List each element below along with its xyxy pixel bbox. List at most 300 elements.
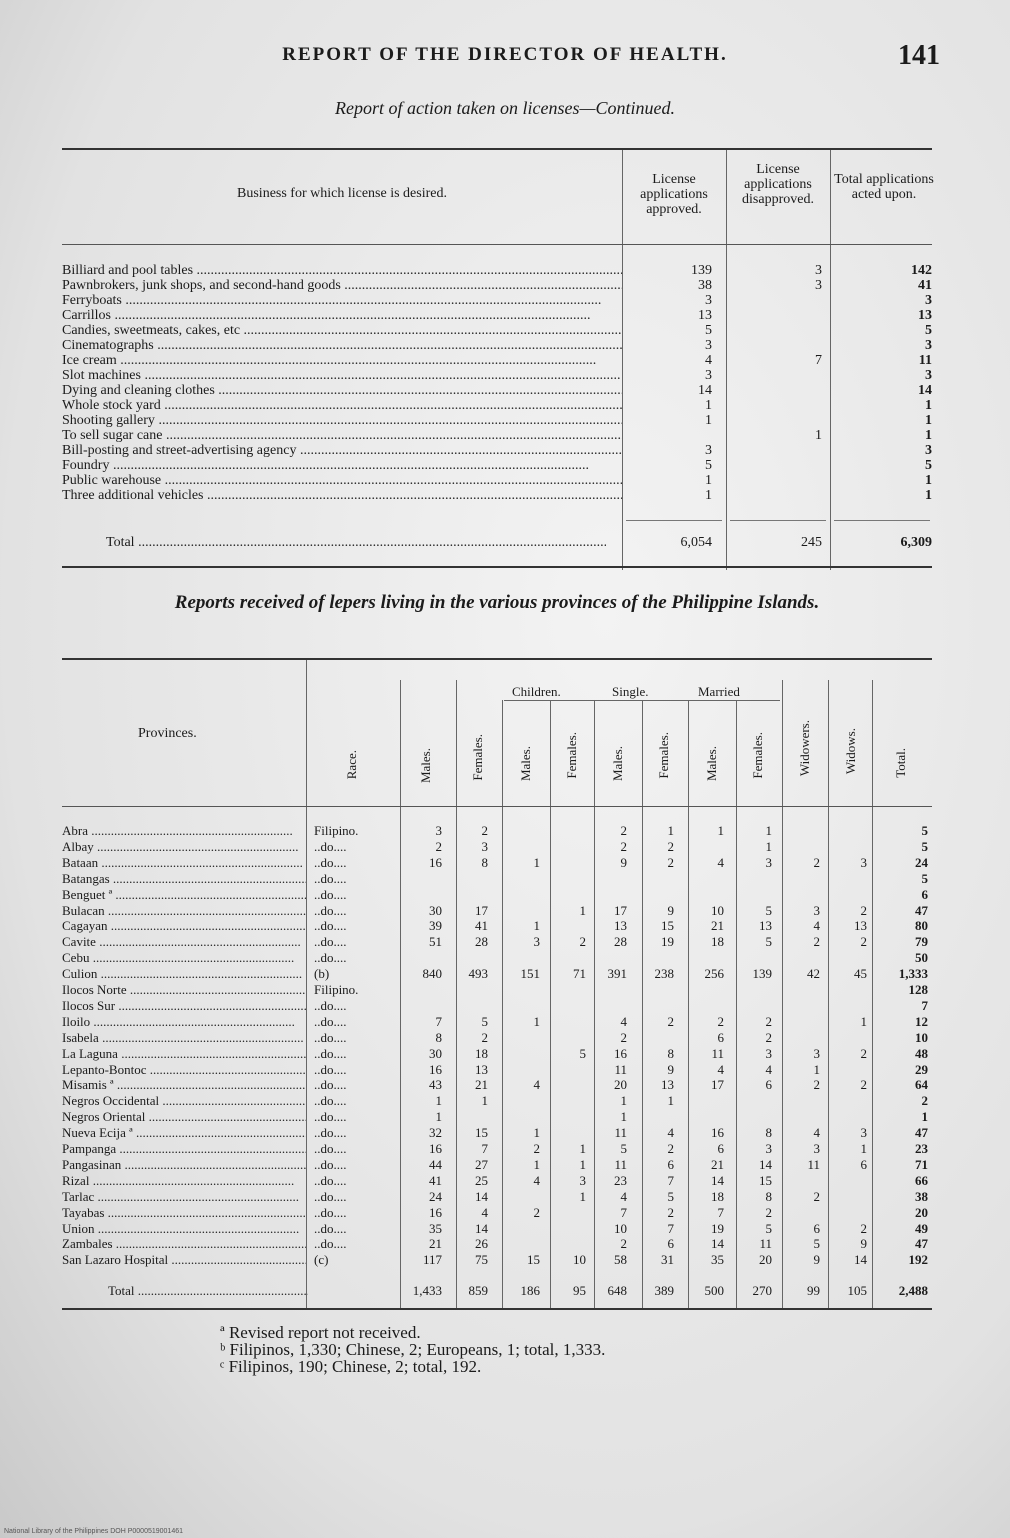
count-cell: 5 [765, 903, 772, 918]
header-race: Race. [344, 750, 359, 780]
race-cell: ..do.... [314, 1221, 347, 1236]
race-cell: ..do.... [314, 1205, 347, 1220]
count-cell: 4 [533, 1077, 540, 1092]
count-cell: 2 [860, 903, 867, 918]
province-name: Tarlac ..... [62, 1190, 306, 1204]
count-cell: 2 [765, 1030, 772, 1045]
header-married: Married [698, 684, 740, 699]
total-cell: 99 [807, 1283, 820, 1298]
count-cell: 24 [915, 855, 928, 870]
count-cell: 66 [915, 1173, 928, 1188]
count-cell: 4 [813, 1125, 820, 1140]
count-cell: 14 [759, 1157, 772, 1172]
province-name: Culion ..... [62, 967, 306, 981]
count-cell: 16 [429, 855, 442, 870]
count-cell: 16 [429, 1205, 442, 1220]
count-cell: 16 [614, 1046, 627, 1061]
count-cell: 26 [475, 1236, 488, 1251]
table-row [62, 872, 932, 886]
count-cell: 11 [614, 1157, 627, 1172]
province-name: Ilocos Sur ..... [62, 999, 306, 1013]
count-cell: 11 [759, 1236, 772, 1251]
total-cell: 186 [520, 1283, 540, 1298]
race-cell: Filipino. [314, 823, 359, 838]
count-cell: 23 [614, 1173, 627, 1188]
footnote: ᵇ Filipinos, 1,330; Chinese, 2; Europeans, 1; total, 1,333. [220, 1340, 606, 1359]
count-cell: 1 [579, 1141, 586, 1156]
table-row [62, 856, 932, 870]
table-row: Ferryboats ..... 3 3 [62, 294, 932, 308]
table-row [62, 1126, 932, 1140]
province-name: Cagayan ..... [62, 919, 306, 933]
count-cell: 24 [429, 1189, 442, 1204]
province-name: Iloilo ..... [62, 1015, 306, 1029]
count-cell: 493 [468, 966, 488, 981]
province-name: Rizal ..... [62, 1174, 306, 1188]
header-approved: License applications approved. [640, 172, 708, 217]
table2-header-rule [62, 806, 932, 807]
count-cell: 17 [475, 903, 488, 918]
total-cell: 105 [847, 1283, 867, 1298]
table1-bottom-rule [62, 566, 932, 568]
count-cell: 21 [711, 918, 724, 933]
count-cell: 2 [667, 855, 674, 870]
table-row [62, 888, 932, 902]
table-row [62, 999, 932, 1013]
count-cell: 6 [921, 887, 928, 902]
count-cell: 5 [921, 823, 928, 838]
count-cell: 3 [860, 1125, 867, 1140]
count-cell: 2 [921, 1093, 928, 1108]
footnote: ª Revised report not received. [220, 1323, 421, 1342]
count-cell: 14 [475, 1221, 488, 1236]
count-cell: 2 [860, 1077, 867, 1092]
province-name: Negros Oriental ..... [62, 1110, 306, 1124]
count-cell: 20 [614, 1077, 627, 1092]
count-cell: 19 [661, 934, 674, 949]
table-row: Cinematographs ..... 3 3 [62, 339, 932, 353]
count-cell: 75 [475, 1252, 488, 1267]
race-cell: Filipino. [314, 982, 359, 997]
count-cell: 10 [915, 1030, 928, 1045]
count-cell: 13 [614, 918, 627, 933]
count-cell: 20 [759, 1252, 772, 1267]
count-cell: 2 [860, 1221, 867, 1236]
count-cell: 25 [475, 1173, 488, 1188]
province-name: Abra ..... [62, 824, 306, 838]
count-cell: 1 [921, 1109, 928, 1124]
count-cell: 41 [429, 1173, 442, 1188]
count-cell: 5 [765, 934, 772, 949]
count-cell: 4 [620, 1189, 627, 1204]
count-cell: 6 [813, 1221, 820, 1236]
count-cell: 1 [717, 823, 724, 838]
province-name: Ilocos Norte ..... [62, 983, 306, 997]
header-widowers: Widowers. [797, 720, 812, 777]
count-cell: 15 [475, 1125, 488, 1140]
count-cell: 1 [435, 1109, 442, 1124]
library-credit: National Library of the Philippines DOH P0000519001461 [4, 1528, 184, 1535]
count-cell: 5 [667, 1189, 674, 1204]
race-cell: ..do.... [314, 1173, 347, 1188]
count-cell: 35 [711, 1252, 724, 1267]
count-cell: 9 [620, 855, 627, 870]
count-cell: 2 [860, 1046, 867, 1061]
race-cell: ..do.... [314, 1046, 347, 1061]
count-cell: 47 [915, 1125, 928, 1140]
count-cell: 16 [429, 1141, 442, 1156]
sum-rule [834, 520, 930, 521]
count-cell: 10 [573, 1252, 586, 1267]
count-cell: 15 [759, 1173, 772, 1188]
count-cell: 6 [717, 1030, 724, 1045]
race-cell: ..do.... [314, 1093, 347, 1108]
count-cell: 49 [915, 1221, 928, 1236]
province-name: Pampanga ..... [62, 1142, 306, 1156]
count-cell: 13 [854, 918, 867, 933]
table-row: Foundry ..... 5 5 [62, 459, 932, 473]
count-cell: 3 [533, 934, 540, 949]
count-cell: 3 [813, 1141, 820, 1156]
count-cell: 17 [614, 903, 627, 918]
race-cell: ..do.... [314, 903, 347, 918]
count-cell: 30 [429, 903, 442, 918]
count-cell: 71 [915, 1157, 928, 1172]
count-cell: 45 [854, 966, 867, 981]
count-cell: 23 [915, 1141, 928, 1156]
count-cell: 1 [860, 1141, 867, 1156]
table-row [62, 951, 932, 965]
count-cell: 11 [807, 1157, 820, 1172]
count-cell: 4 [620, 1014, 627, 1029]
count-cell: 4 [717, 855, 724, 870]
sum-rule [730, 520, 826, 521]
count-cell: 5 [813, 1236, 820, 1251]
count-cell: 30 [429, 1046, 442, 1061]
total-cell: 500 [704, 1283, 724, 1298]
province-name: San Lazaro Hospital ..... [62, 1253, 306, 1267]
header-disapproved: License applications disapproved. [742, 162, 814, 207]
count-cell: 10 [614, 1221, 627, 1236]
count-cell: 35 [429, 1221, 442, 1236]
count-cell: 13 [475, 1062, 488, 1077]
race-cell: ..do.... [314, 998, 347, 1013]
count-cell: 1 [860, 1014, 867, 1029]
header-children-males: Males. [518, 746, 533, 782]
table-row [62, 983, 932, 997]
total-cell: 270 [752, 1283, 772, 1298]
table-row [62, 919, 932, 933]
table-row: Pawnbrokers, junk shops, and second-hand goods ..... 38 3 41 [62, 279, 932, 293]
count-cell: 2 [579, 934, 586, 949]
table-row [62, 1237, 932, 1251]
count-cell: 18 [711, 1189, 724, 1204]
count-cell: 9 [667, 903, 674, 918]
lepers-table-title: Reports received of lepers living in the various provinces of the Philippine Islands. [174, 592, 820, 613]
count-cell: 256 [704, 966, 724, 981]
count-cell: 1 [533, 1125, 540, 1140]
header-children-females: Females. [564, 732, 579, 779]
count-cell: 28 [614, 934, 627, 949]
count-cell: 2 [860, 934, 867, 949]
count-cell: 8 [765, 1125, 772, 1140]
count-cell: 6 [860, 1157, 867, 1172]
count-cell: 2 [620, 1236, 627, 1251]
count-cell: 151 [520, 966, 540, 981]
table-row [62, 1063, 932, 1077]
count-cell: 1 [620, 1093, 627, 1108]
count-cell: 2 [435, 839, 442, 854]
province-name: Negros Occidental ..... [62, 1094, 306, 1108]
header-married-males: Males. [704, 746, 719, 782]
table-row: Candies, sweetmeats, cakes, etc ..... 5 5 [62, 324, 932, 338]
table-row: Ice cream ..... 4 7 11 [62, 354, 932, 368]
table-row: Carrillos ..... 13 13 [62, 309, 932, 323]
table-row [62, 1206, 932, 1220]
count-cell: 1 [435, 1093, 442, 1108]
province-name: Union ..... [62, 1222, 306, 1236]
total-cell: 389 [654, 1283, 674, 1298]
count-cell: 11 [711, 1046, 724, 1061]
count-cell: 1 [533, 918, 540, 933]
count-cell: 9 [813, 1252, 820, 1267]
count-cell: 2 [667, 839, 674, 854]
header-total: Total applications acted upon. [834, 172, 934, 202]
total-cell: 1,433 [412, 1283, 442, 1298]
race-cell: (b) [314, 966, 330, 981]
race-cell: (c) [314, 1252, 329, 1267]
count-cell: 2 [813, 1189, 820, 1204]
race-cell: ..do.... [314, 839, 347, 854]
count-cell: 2 [765, 1205, 772, 1220]
count-cell: 128 [908, 982, 928, 997]
header-males: Males. [418, 748, 433, 784]
table-row: Three additional vehicles ..... 1 1 [62, 489, 932, 503]
header-widows: Widows. [843, 728, 858, 775]
count-cell: 12 [915, 1014, 928, 1029]
count-cell: 6 [765, 1077, 772, 1092]
province-name: Benguet ª ..... [62, 888, 306, 902]
count-cell: 391 [607, 966, 627, 981]
province-name: Isabela ..... [62, 1031, 306, 1045]
count-cell: 4 [765, 1062, 772, 1077]
table2-top-rule [62, 658, 932, 660]
count-cell: 117 [422, 1252, 442, 1267]
count-cell: 17 [711, 1077, 724, 1092]
table-subtitle: Report of action taken on licenses—Continued. [335, 98, 675, 118]
race-cell: ..do.... [314, 871, 347, 886]
count-cell: 14 [711, 1173, 724, 1188]
header-single-females: Females. [656, 732, 671, 779]
table-row [62, 1015, 932, 1029]
province-name: Cavite ..... [62, 935, 306, 949]
table-row: Public warehouse ..... 1 1 [62, 474, 932, 488]
province-name: Tayabas ..... [62, 1206, 306, 1220]
footnote: ᶜ Filipinos, 190; Chinese, 2; total, 192. [220, 1357, 482, 1376]
race-cell: ..do.... [314, 887, 347, 902]
count-cell: 6 [667, 1157, 674, 1172]
count-cell: 11 [614, 1062, 627, 1077]
count-cell: 6 [667, 1236, 674, 1251]
count-cell: 3 [860, 855, 867, 870]
race-cell: ..do.... [314, 1062, 347, 1077]
total-cell: 95 [573, 1283, 586, 1298]
total-cell: 648 [607, 1283, 627, 1298]
count-cell: 4 [813, 918, 820, 933]
count-cell: 10 [711, 903, 724, 918]
header-single: Single. [612, 684, 649, 699]
race-cell: ..do.... [314, 934, 347, 949]
province-name: Misamis ª ..... [62, 1078, 306, 1092]
count-cell: 38 [915, 1189, 928, 1204]
race-cell: ..do.... [314, 855, 347, 870]
count-cell: 2 [667, 1014, 674, 1029]
count-cell: 18 [475, 1046, 488, 1061]
count-cell: 2 [717, 1014, 724, 1029]
count-cell: 43 [429, 1077, 442, 1092]
count-cell: 31 [661, 1252, 674, 1267]
race-cell: ..do.... [314, 1157, 347, 1172]
header-single-males: Males. [610, 746, 625, 782]
table-row [62, 1110, 932, 1124]
page-number: 141 [898, 40, 940, 71]
count-cell: 2 [667, 1141, 674, 1156]
count-cell: 238 [654, 966, 674, 981]
count-cell: 3 [813, 903, 820, 918]
header-married-females: Females. [750, 732, 765, 779]
count-cell: 16 [711, 1125, 724, 1140]
sum-rule [626, 520, 722, 521]
footnotes [220, 1324, 605, 1375]
count-cell: 1 [579, 1189, 586, 1204]
total-row: Total ..... 1,433 859 186 95 648 389 500 270 99 105 2,488 [62, 1284, 932, 1298]
count-cell: 7 [481, 1141, 488, 1156]
count-cell: 1 [620, 1109, 627, 1124]
running-title: REPORT OF THE DIRECTOR OF HEALTH. [282, 44, 728, 65]
count-cell: 32 [429, 1125, 442, 1140]
group-rule [504, 700, 780, 701]
count-cell: 15 [527, 1252, 540, 1267]
count-cell: 2 [533, 1141, 540, 1156]
count-cell: 14 [475, 1189, 488, 1204]
count-cell: 3 [813, 1046, 820, 1061]
count-cell: 1 [765, 839, 772, 854]
count-cell: 840 [422, 966, 442, 981]
count-cell: 11 [614, 1125, 627, 1140]
count-cell: 3 [765, 855, 772, 870]
table-row [62, 1190, 932, 1204]
count-cell: 5 [921, 839, 928, 854]
count-cell: 1 [813, 1062, 820, 1077]
count-cell: 15 [661, 918, 674, 933]
count-cell: 192 [908, 1252, 928, 1267]
count-cell: 50 [915, 950, 928, 965]
race-cell: ..do.... [314, 1141, 347, 1156]
count-cell: 28 [475, 934, 488, 949]
province-name: Nueva Ecija ª ..... [62, 1126, 306, 1140]
count-cell: 7 [620, 1205, 627, 1220]
count-cell: 1 [579, 1157, 586, 1172]
count-cell: 5 [579, 1046, 586, 1061]
header-children: Children. [512, 684, 561, 699]
table-row [62, 1142, 932, 1156]
count-cell: 3 [435, 823, 442, 838]
count-cell: 13 [661, 1077, 674, 1092]
race-cell: ..do.... [314, 1109, 347, 1124]
count-cell: 3 [765, 1046, 772, 1061]
count-cell: 3 [481, 839, 488, 854]
count-cell: 47 [915, 1236, 928, 1251]
count-cell: 2 [533, 1205, 540, 1220]
count-cell: 21 [429, 1236, 442, 1251]
count-cell: 47 [915, 903, 928, 918]
table-row: Dying and cleaning clothes ..... 14 14 [62, 384, 932, 398]
province-name: Bataan ..... [62, 856, 306, 870]
count-cell: 39 [429, 918, 442, 933]
count-cell: 14 [854, 1252, 867, 1267]
count-cell: 7 [667, 1173, 674, 1188]
count-cell: 41 [475, 918, 488, 933]
table-row [62, 1031, 932, 1045]
count-cell: 14 [711, 1236, 724, 1251]
count-cell: 51 [429, 934, 442, 949]
header-females: Females. [470, 734, 485, 781]
table-row [62, 904, 932, 918]
count-cell: 8 [481, 855, 488, 870]
count-cell: 8 [667, 1046, 674, 1061]
table2-bottom-rule [62, 1308, 932, 1310]
table-row: Billiard and pool tables ..... 139 3 142 [62, 264, 932, 278]
count-cell: 5 [921, 871, 928, 886]
count-cell: 1 [579, 903, 586, 918]
count-cell: 7 [921, 998, 928, 1013]
total-cell: 859 [468, 1283, 488, 1298]
count-cell: 2 [813, 855, 820, 870]
count-cell: 7 [717, 1205, 724, 1220]
province-name: Pangasinan ..... [62, 1158, 306, 1172]
count-cell: 79 [915, 934, 928, 949]
race-cell: ..do.... [314, 1189, 347, 1204]
count-cell: 1,333 [898, 966, 928, 981]
count-cell: 1 [481, 1093, 488, 1108]
count-cell: 27 [475, 1157, 488, 1172]
count-cell: 18 [711, 934, 724, 949]
count-cell: 2 [813, 934, 820, 949]
count-cell: 6 [717, 1141, 724, 1156]
count-cell: 2 [765, 1014, 772, 1029]
table1-header-rule [62, 244, 932, 245]
table-row [62, 840, 932, 854]
table-row [62, 1174, 932, 1188]
table-row [62, 1158, 932, 1172]
table-row [62, 1078, 932, 1092]
race-cell: ..do.... [314, 1014, 347, 1029]
count-cell: 71 [573, 966, 586, 981]
count-cell: 2 [481, 1030, 488, 1045]
count-cell: 5 [481, 1014, 488, 1029]
province-name: Batangas ..... [62, 872, 306, 886]
count-cell: 2 [667, 1205, 674, 1220]
count-cell: 3 [765, 1141, 772, 1156]
count-cell: 4 [667, 1125, 674, 1140]
count-cell: 21 [711, 1157, 724, 1172]
count-cell: 2 [620, 1030, 627, 1045]
race-cell: ..do.... [314, 1030, 347, 1045]
race-cell: ..do.... [314, 1236, 347, 1251]
header-business: Business for which license is desired. [237, 186, 447, 201]
count-cell: 2 [481, 823, 488, 838]
count-cell: 8 [765, 1189, 772, 1204]
